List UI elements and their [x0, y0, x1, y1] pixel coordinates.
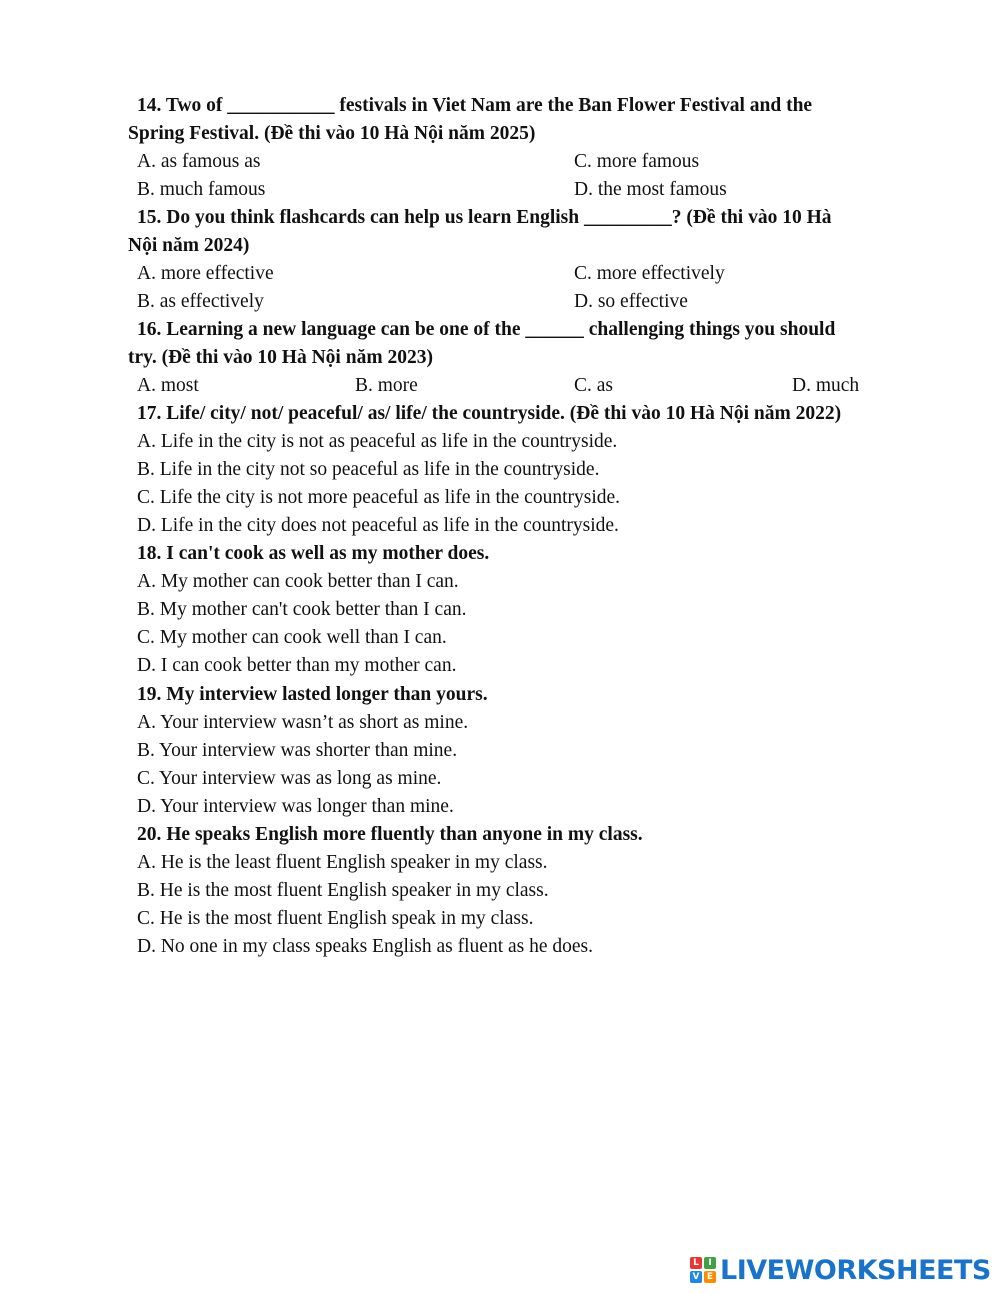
option-14-d[interactable]: D. the most famous	[574, 179, 727, 200]
option-15-c[interactable]: C. more effectively	[574, 263, 725, 284]
option-15-a[interactable]: A. more effective	[137, 263, 274, 284]
logo-mark-icon	[690, 1257, 716, 1283]
option-17-a[interactable]: A. Life in the city is not as peaceful as life in the countryside.	[137, 431, 618, 452]
liveworksheets-logo	[690, 1254, 991, 1286]
question-20: 20. He speaks English more fluently than anyone in my class.	[137, 824, 643, 845]
option-16-d[interactable]: D. much	[792, 375, 860, 396]
option-19-d[interactable]: D. Your interview was longer than mine.	[137, 796, 454, 817]
option-14-a[interactable]: A. as famous as	[137, 151, 261, 172]
option-16-a[interactable]: A. most	[137, 375, 199, 396]
logo-cell-v: V	[690, 1271, 702, 1283]
option-18-d[interactable]: D. I can cook better than my mother can.	[137, 655, 457, 676]
option-20-c[interactable]: C. He is the most fluent English speak in my class.	[137, 908, 534, 929]
question-16: 16. Learning a new language can be one of the ______ challenging things you should	[137, 319, 836, 340]
option-18-a[interactable]: A. My mother can cook better than I can.	[137, 571, 459, 592]
logo-cell-l: L	[690, 1257, 702, 1269]
question-14-cont: Spring Festival. (Đề thi vào 10 Hà Nội năm 2025)	[128, 123, 536, 144]
option-17-b[interactable]: B. Life in the city not so peaceful as life in the countryside.	[137, 459, 600, 480]
question-15: 15. Do you think flashcards can help us learn English _________? (Đề thi vào 10 Hà	[137, 207, 832, 228]
option-14-c[interactable]: C. more famous	[574, 151, 700, 172]
option-14-b[interactable]: B. much famous	[137, 179, 266, 200]
question-18: 18. I can't cook as well as my mother does.	[137, 543, 490, 564]
question-16-cont: try. (Đề thi vào 10 Hà Nội năm 2023)	[128, 347, 433, 368]
question-17: 17. Life/ city/ not/ peaceful/ as/ life/ the countryside. (Đề thi vào 10 Hà Nội năm 2022)	[137, 403, 842, 424]
logo-cell-e: E	[704, 1271, 716, 1283]
question-15-cont: Nội năm 2024)	[128, 235, 250, 256]
option-17-c[interactable]: C. Life the city is not more peaceful as life in the countryside.	[137, 487, 621, 508]
logo-cell-i: I	[704, 1257, 716, 1269]
question-19: 19. My interview lasted longer than yours.	[137, 684, 488, 705]
option-19-b[interactable]: B. Your interview was shorter than mine.	[137, 740, 458, 761]
option-20-b[interactable]: B. He is the most fluent English speaker in my class.	[137, 880, 549, 901]
option-20-d[interactable]: D. No one in my class speaks English as fluent as he does.	[137, 936, 594, 957]
option-20-a[interactable]: A. He is the least fluent English speaker in my class.	[137, 852, 548, 873]
option-15-b[interactable]: B. as effectively	[137, 291, 264, 312]
logo-text: LIVEWORKSHEETS	[720, 1254, 991, 1286]
option-18-c[interactable]: C. My mother can cook well than I can.	[137, 627, 447, 648]
option-18-b[interactable]: B. My mother can't cook better than I can.	[137, 599, 467, 620]
option-16-b[interactable]: B. more	[355, 375, 418, 396]
option-16-c[interactable]: C. as	[574, 375, 613, 396]
question-14: 14. Two of ___________ festivals in Viet Nam are the Ban Flower Festival and the	[137, 95, 813, 116]
option-17-d[interactable]: D. Life in the city does not peaceful as life in the countryside.	[137, 515, 619, 536]
option-15-d[interactable]: D. so effective	[574, 291, 688, 312]
option-19-c[interactable]: C. Your interview was as long as mine.	[137, 768, 442, 789]
option-19-a[interactable]: A. Your interview wasn’t as short as mine.	[137, 712, 469, 733]
